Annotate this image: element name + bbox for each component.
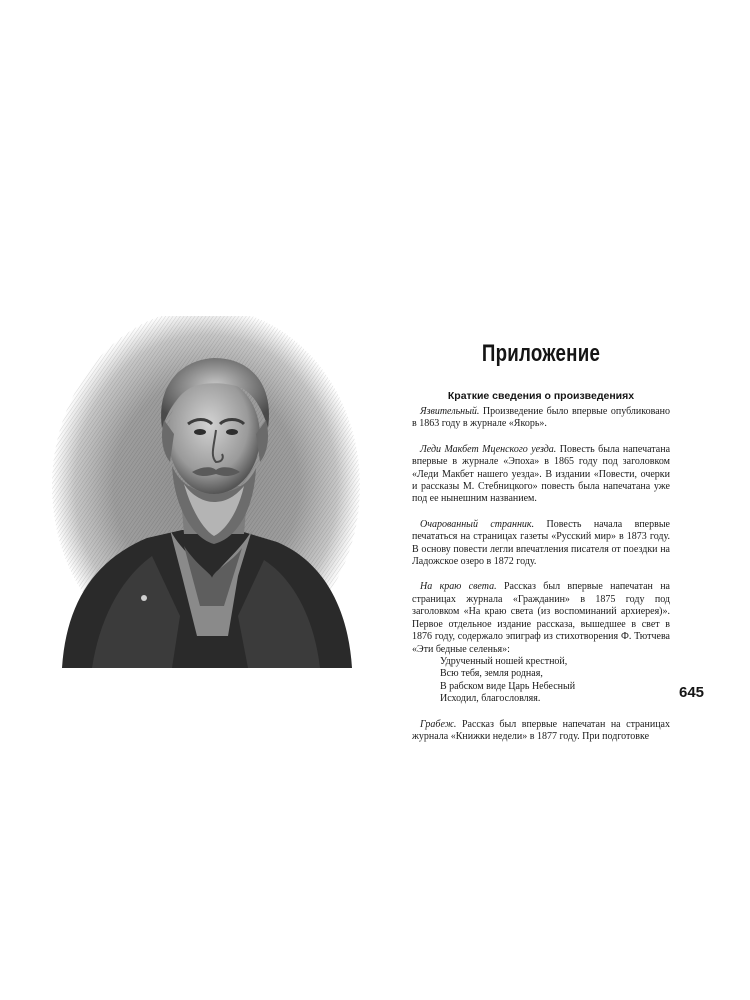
author-portrait bbox=[52, 316, 360, 668]
entry-text: Рассказ был впервые напечатан на страницах журнала «Книжки недели» в 1877 году. При подготовке bbox=[412, 718, 670, 742]
epigraph-verse bbox=[412, 656, 670, 706]
entry-text: Повесть была напечатана впервые в журнале «Эпоха» в 1865 году под заголовком «Леди Макбет нашего уезда». В издании «Повести, очерки и рассказы М. Стебницкого» повесть была напечатана уже под ее нынешним названием. bbox=[412, 443, 671, 505]
verse-line: Исходил, благословляя. bbox=[440, 693, 541, 705]
page-number: 645 bbox=[679, 684, 705, 701]
entry-grabezh bbox=[412, 719, 670, 744]
entry-text: Рассказ был впервые напечатан на страницах журнала «Гражданин» в 1875 году под заголовком «На краю света (из воспоминаний архиерея)». Первое отдельное издание рассказа, вышедшее в свет в 1876 году, содержало эпиграф из стихотворения Ф. Тютчева «Эти бедные селенья»: bbox=[412, 581, 670, 655]
entry-title: Леди Макбет Мценского уезда. bbox=[420, 443, 557, 455]
appendix-page bbox=[412, 340, 670, 756]
entry-ocharovanny-strannik bbox=[412, 519, 670, 569]
section-heading: Краткие сведения о произведениях bbox=[447, 390, 635, 402]
entry-title: Очарованный странник. bbox=[420, 518, 535, 530]
entry-title: На краю света. bbox=[420, 581, 497, 593]
entry-title: Язвительный. bbox=[420, 406, 480, 417]
verse-line: В рабском виде Царь Небесный bbox=[440, 680, 576, 692]
face bbox=[168, 378, 260, 494]
verse-line: Удрученный ношей крестной, bbox=[440, 655, 568, 667]
entry-text: Произведение было впервые опубликовано в 1863 году в журнале «Якорь». bbox=[412, 406, 670, 430]
appendix-title: Приложение bbox=[481, 340, 601, 367]
entry-title: Грабеж. bbox=[420, 718, 457, 730]
entry-na-krayu-sveta bbox=[412, 581, 670, 655]
verse-line: Всю тебя, земля родная, bbox=[440, 668, 543, 680]
entry-text: Повесть начала впервые печататься на страницах газеты «Русский мир» в 1873 году. В основу повести легли впечатления писателя от поездки на Ладожское озеро в 1872 году. bbox=[412, 518, 670, 568]
entry-yazvitelny bbox=[412, 406, 670, 431]
entry-ledi-makbet bbox=[412, 444, 670, 506]
